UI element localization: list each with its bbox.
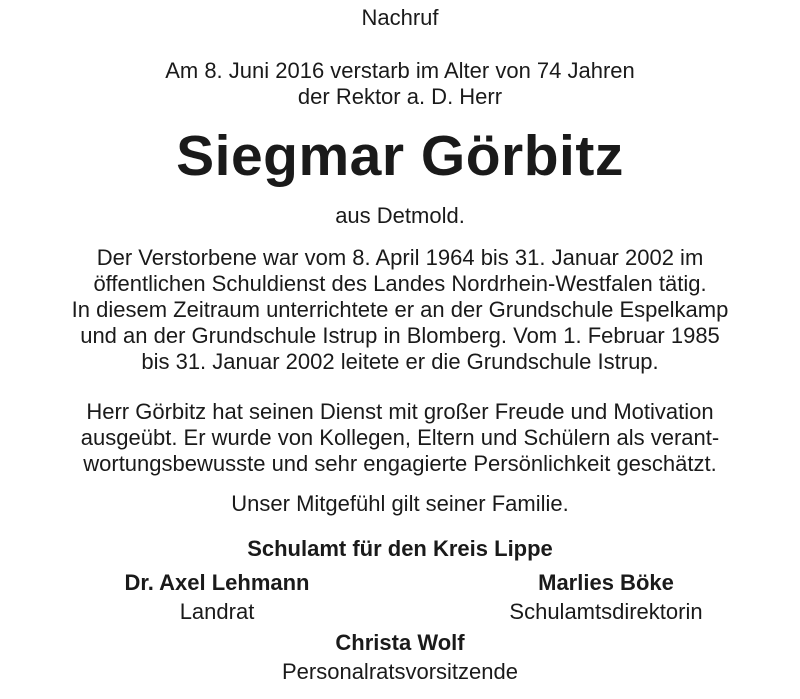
signatory-block [446,570,766,625]
signatory-name: Dr. Axel Lehmann [124,570,310,595]
paragraph-line: wortungsbewusste und sehr engagierte Persönlichkeit geschätzt. [83,451,717,476]
intro-line: der Rektor a. D. Herr [297,84,503,109]
signatory-role: Schulamtsdirektorin [509,599,703,624]
paragraph-line: ausgeübt. Er wurde von Kollegen, Eltern und Schülern als verant- [80,425,720,450]
signatory-name: Marlies Böke [538,570,674,595]
signatory-name: Christa Wolf [335,630,465,655]
tribute-paragraph [0,399,800,477]
paragraph-line: öffentlichen Schuldienst des Landes Nordrhein-Westfalen tätig. [93,271,707,296]
paragraph-line: Herr Görbitz hat seinen Dienst mit großer Freude und Motivation [86,399,714,424]
paragraph-line: In diesem Zeitraum unterrichtete er an der Grundschule Espelkamp [71,297,729,322]
deceased-name: Siegmar Görbitz [176,124,624,188]
condolence-text: Unser Mitgefühl gilt seiner Familie. [231,491,569,516]
intro-text [0,58,800,110]
career-paragraph [0,245,800,375]
notice-heading: Nachruf [361,5,439,30]
paragraph-line: Der Verstorbene war vom 8. April 1964 bis 31. Januar 2002 im [96,245,704,270]
organization-name: Schulamt für den Kreis Lippe [247,536,553,561]
signatory-block [57,570,377,625]
signatory-role: Landrat [179,599,255,624]
origin-text: aus Detmold. [335,203,465,228]
intro-line: Am 8. Juni 2016 verstarb im Alter von 74 Jahren [165,58,635,83]
signatory-block [240,630,560,685]
signatory-role: Personalratsvorsitzende [281,659,518,684]
paragraph-line: und an der Grundschule Istrup in Blomberg. Vom 1. Februar 1985 [80,323,720,348]
paragraph-line: bis 31. Januar 2002 leitete er die Grundschule Istrup. [141,349,659,374]
